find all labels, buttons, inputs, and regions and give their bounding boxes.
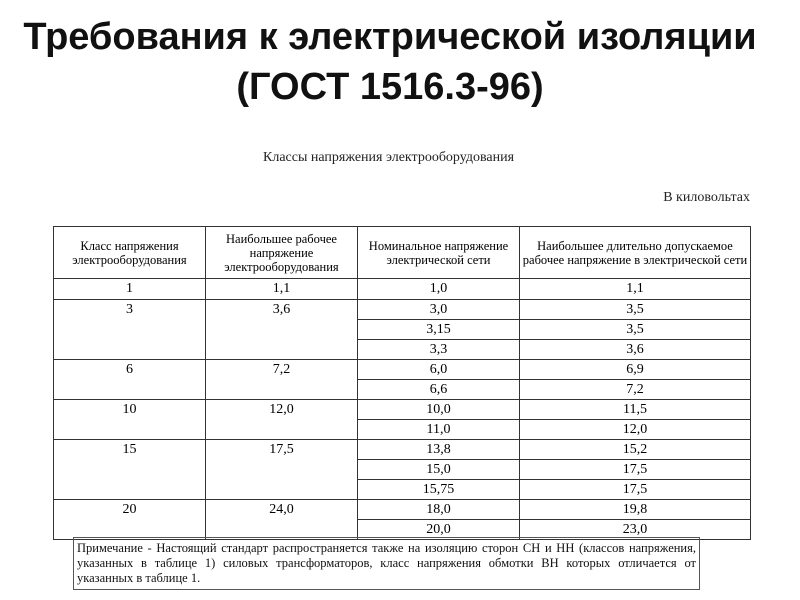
cell-nominal-voltage: 20,0 <box>358 520 520 540</box>
cell-nominal-voltage: 3,3 <box>358 340 520 360</box>
table-row <box>54 300 751 320</box>
cell-max-long-term-voltage: 19,8 <box>520 500 751 520</box>
cell-nominal-voltage: 6,6 <box>358 380 520 400</box>
table-row <box>54 500 751 520</box>
cell-max-long-term-voltage: 3,5 <box>520 320 751 340</box>
cell-nominal-voltage: 11,0 <box>358 420 520 440</box>
table-row <box>54 360 751 380</box>
cell-nominal-voltage: 15,0 <box>358 460 520 480</box>
table-row <box>54 279 751 300</box>
units-label: В киловольтах <box>663 190 750 205</box>
voltage-classes-table <box>53 226 751 540</box>
cell-nominal-voltage: 13,8 <box>358 440 520 460</box>
cell-voltage-class: 15 <box>54 440 206 500</box>
header-max-long-term-voltage: Наибольшее длительно допускаемое рабочее напряжение в электрической сети <box>520 227 751 279</box>
table-row <box>54 400 751 420</box>
cell-max-working-voltage: 1,1 <box>206 279 358 300</box>
cell-max-long-term-voltage: 17,5 <box>520 460 751 480</box>
cell-nominal-voltage: 18,0 <box>358 500 520 520</box>
table-row <box>54 440 751 460</box>
cell-max-long-term-voltage: 3,5 <box>520 300 751 320</box>
table-caption: Классы напряжения электрооборудования <box>263 150 515 165</box>
note-box: Примечание - Настоящий стандарт распространяется также на изоляцию сторон СН и НН (классов напряжения, указанных в таблице 1) силовых трансформаторов, класс напряжения обмотки ВН которых отличается от указанных в таблице 1. <box>73 537 700 590</box>
cell-max-long-term-voltage: 17,5 <box>520 480 751 500</box>
cell-nominal-voltage: 1,0 <box>358 279 520 300</box>
slide-title: Требования к электрической изоляции (ГОСТ 1516.3-96) <box>23 16 757 108</box>
cell-max-long-term-voltage: 12,0 <box>520 420 751 440</box>
cell-max-long-term-voltage: 1,1 <box>520 279 751 300</box>
cell-max-working-voltage: 17,5 <box>206 440 358 500</box>
cell-max-working-voltage: 3,6 <box>206 300 358 360</box>
cell-max-working-voltage: 24,0 <box>206 500 358 540</box>
cell-max-long-term-voltage: 23,0 <box>520 520 751 540</box>
cell-nominal-voltage: 6,0 <box>358 360 520 380</box>
cell-voltage-class: 10 <box>54 400 206 440</box>
cell-nominal-voltage: 3,0 <box>358 300 520 320</box>
cell-nominal-voltage: 3,15 <box>358 320 520 340</box>
cell-max-long-term-voltage: 7,2 <box>520 380 751 400</box>
table-header-row <box>54 227 751 279</box>
cell-nominal-voltage: 15,75 <box>358 480 520 500</box>
cell-max-working-voltage: 12,0 <box>206 400 358 440</box>
cell-voltage-class: 20 <box>54 500 206 540</box>
cell-max-long-term-voltage: 3,6 <box>520 340 751 360</box>
header-nominal-network-voltage: Номинальное напряжение электрической сети <box>358 227 520 279</box>
cell-max-long-term-voltage: 15,2 <box>520 440 751 460</box>
cell-nominal-voltage: 10,0 <box>358 400 520 420</box>
header-voltage-class: Класс напряжения электрооборудования <box>54 227 206 279</box>
cell-max-long-term-voltage: 6,9 <box>520 360 751 380</box>
table-body <box>54 279 751 540</box>
header-max-working-voltage: Наибольшее рабочее напряжение электрооборудования <box>206 227 358 279</box>
cell-voltage-class: 3 <box>54 300 206 360</box>
cell-max-working-voltage: 7,2 <box>206 360 358 400</box>
cell-max-long-term-voltage: 11,5 <box>520 400 751 420</box>
cell-voltage-class: 1 <box>54 279 206 300</box>
cell-voltage-class: 6 <box>54 360 206 400</box>
